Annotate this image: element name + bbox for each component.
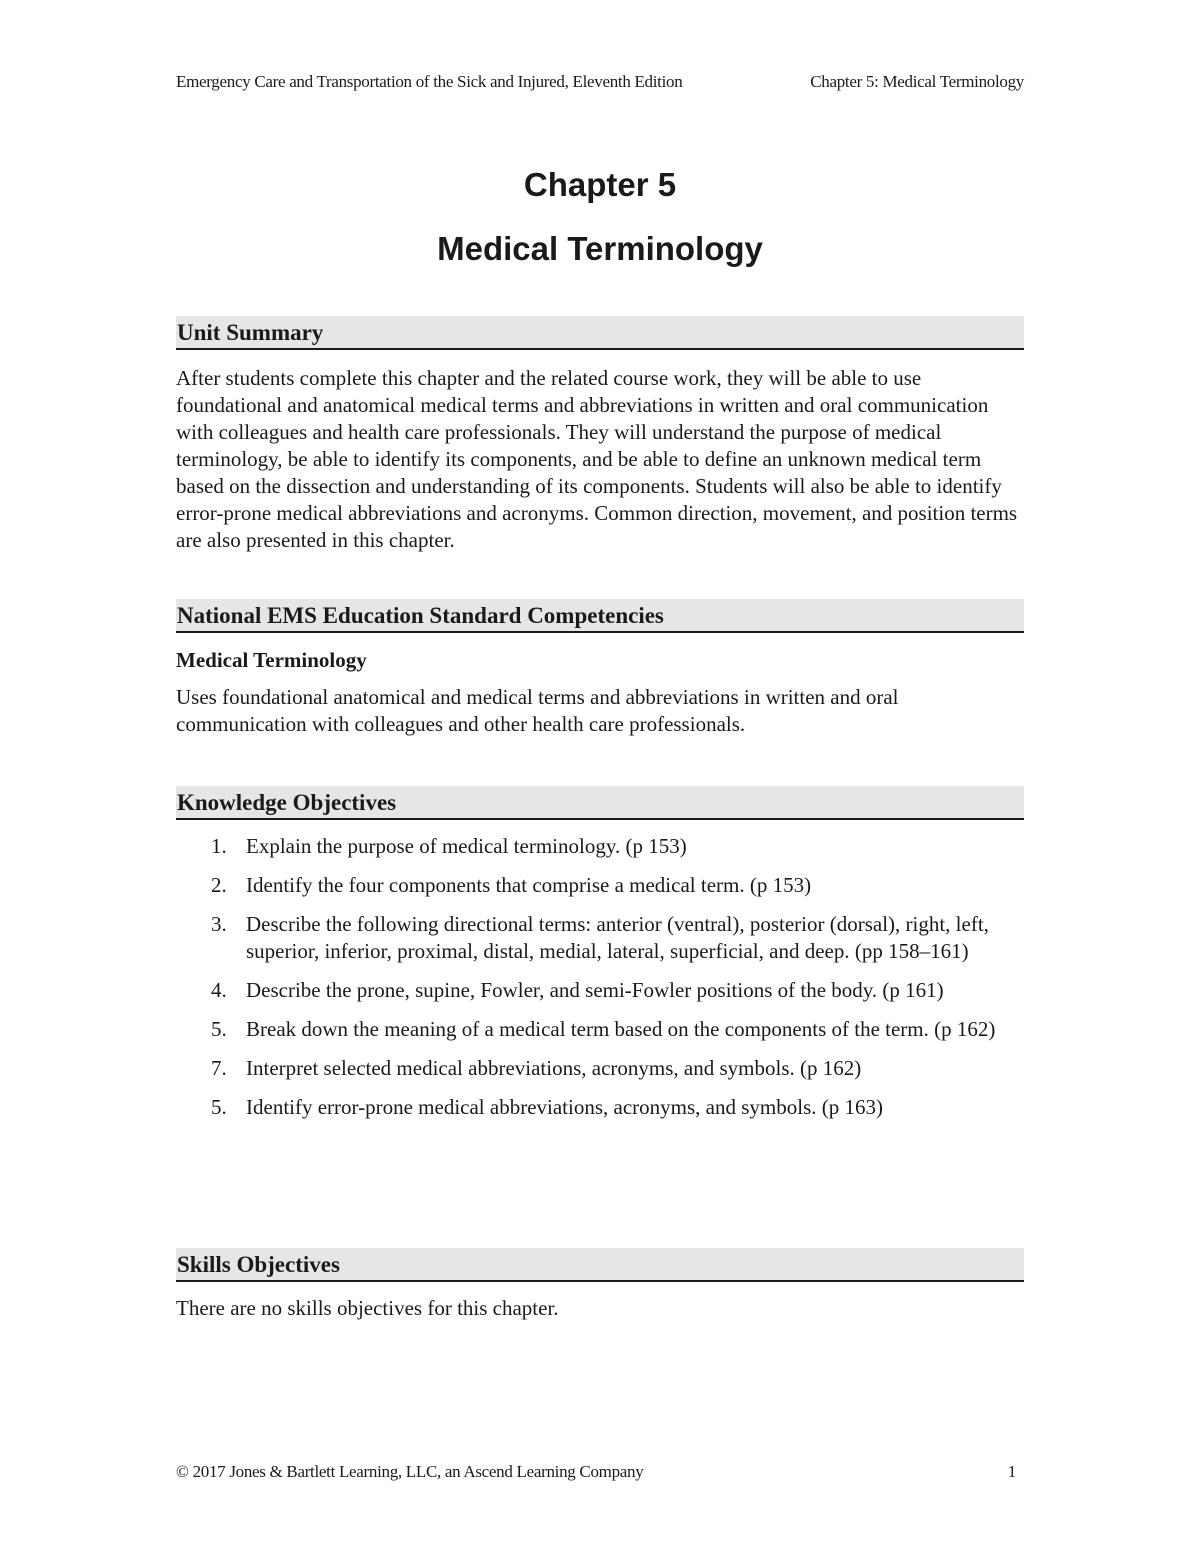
list-item-text: Identify the four components that comprise a medical term. (p 153) xyxy=(246,873,812,897)
list-item-text: Explain the purpose of medical terminology. (p 153) xyxy=(246,834,687,858)
list-item xyxy=(176,872,1024,899)
competencies-subheading: Medical Terminology xyxy=(176,648,367,672)
skills-objectives-text: There are no skills objectives for this chapter. xyxy=(176,1296,559,1320)
list-item-text: Describe the prone, supine, Fowler, and semi-Fowler positions of the body. (p 161) xyxy=(246,978,944,1002)
footer-copyright: © 2017 Jones & Bartlett Learning, LLC, an Ascend Learning Company xyxy=(176,1462,644,1481)
list-item xyxy=(176,1016,1024,1043)
list-item xyxy=(176,833,1024,860)
chapter-subtitle: Medical Terminology xyxy=(437,230,763,267)
list-item-text: Describe the following directional terms: anterior (ventral), posterior (dorsal), right, left, superior, inferior, proximal, distal, medial, lateral, superficial, and deep. (pp 158–161) xyxy=(246,912,989,963)
unit-summary-text: After students complete this chapter and the related course work, they will be able to use foundational and anatomical medical terms and abbreviations in written and oral communication with colleagues and health care professionals. They will understand the purpose of medical terminology, be able to identify its components, and be able to define an unknown medical term based on the dissection and understanding of its components. Students will also be able to identify error-prone medical abbreviations and acronyms. Common direction, movement, and position terms are also presented in this chapter. xyxy=(176,366,1018,552)
chapter-title: Chapter 5 xyxy=(523,166,677,203)
competencies-text: Uses foundational anatomical and medical terms and abbreviations in written and oral communication with colleagues and other health care professionals. xyxy=(176,685,899,736)
header-chapter-label: Chapter 5: Medical Terminology xyxy=(810,72,1024,91)
unit-summary-heading: Unit Summary xyxy=(176,316,1024,350)
skills-objectives-heading: Skills Objectives xyxy=(176,1248,1024,1282)
page-footer xyxy=(176,1462,1024,1484)
list-item-number: 5. xyxy=(211,1017,227,1041)
list-item-number: 1. xyxy=(211,834,227,858)
header-book-title: Emergency Care and Transportation of the Sick and Injured, Eleventh Edition xyxy=(176,72,683,91)
list-item xyxy=(176,1094,1024,1121)
running-header xyxy=(176,72,1024,92)
list-item-number: 5. xyxy=(211,1095,227,1119)
list-item-number: 2. xyxy=(211,873,227,897)
knowledge-objectives-heading: Knowledge Objectives xyxy=(176,786,1024,820)
list-item xyxy=(176,1055,1024,1082)
knowledge-objectives-list xyxy=(176,833,1024,1133)
list-item-number: 3. xyxy=(211,912,227,936)
competencies-heading: National EMS Education Standard Competencies xyxy=(176,599,1024,633)
list-item-text: Break down the meaning of a medical term based on the components of the term. (p 162) xyxy=(246,1017,996,1041)
list-item-text: Interpret selected medical abbreviations, acronyms, and symbols. (p 162) xyxy=(246,1056,862,1080)
footer-page-number: 1 xyxy=(1007,1462,1016,1481)
list-item xyxy=(176,911,1024,965)
list-item-number: 4. xyxy=(211,978,227,1002)
list-item-number: 7. xyxy=(211,1056,227,1080)
list-item-text: Identify error-prone medical abbreviations, acronyms, and symbols. (p 163) xyxy=(246,1095,883,1119)
list-item xyxy=(176,977,1024,1004)
